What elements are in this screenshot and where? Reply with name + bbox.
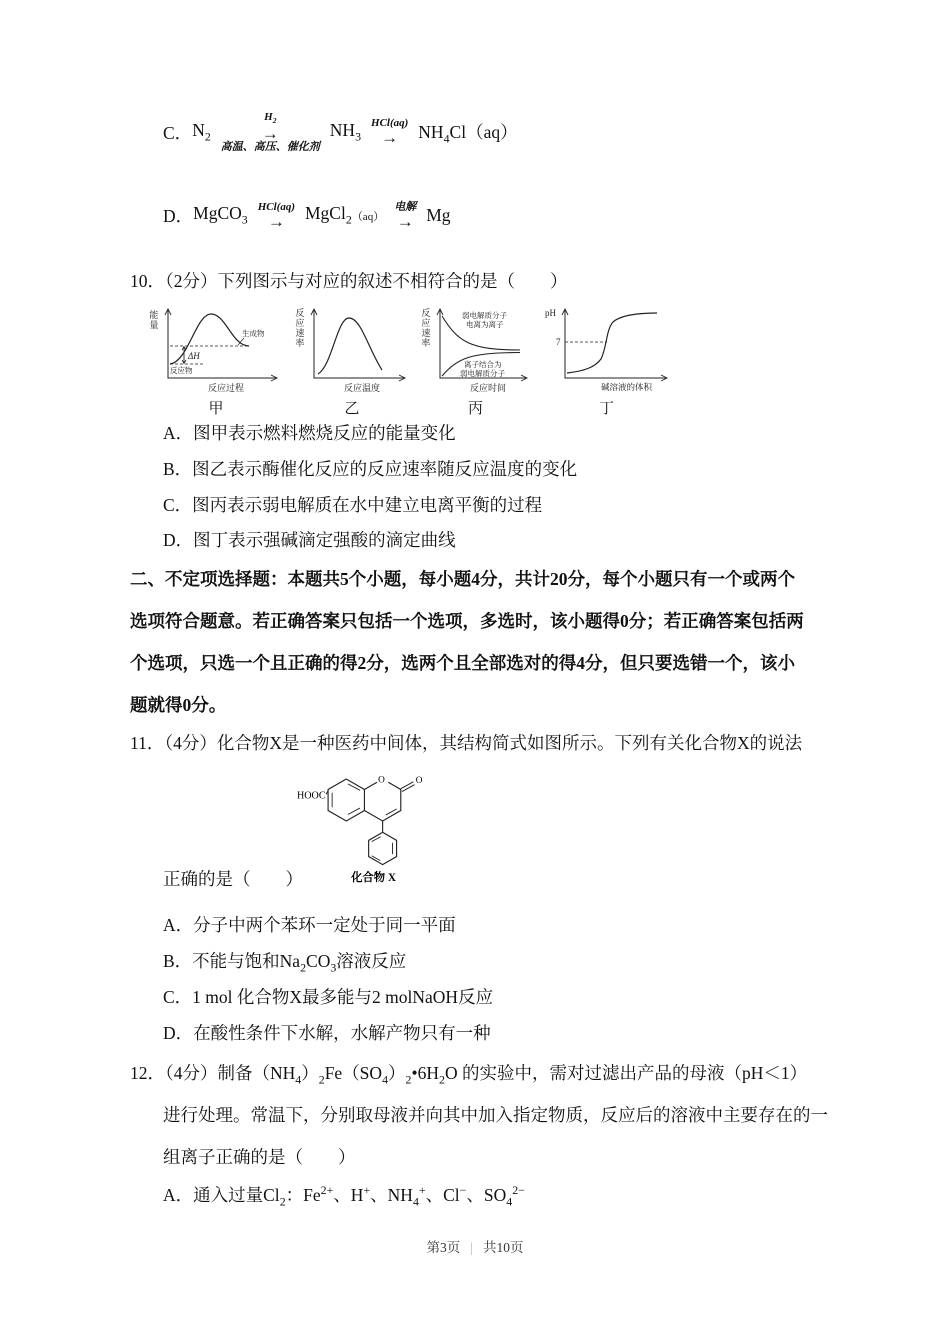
- footer-separator: |: [470, 1240, 473, 1255]
- q10-option-d: D．图丁表示强碱滴定强酸的滴定曲线: [163, 530, 456, 550]
- hooc-group-label: HOOC: [297, 790, 326, 802]
- q12-option-a: A．通入过量$Cl_2$：$Fe^{2+}$、H+、$NH_4^+$、Cl−、$SO_4^{2-}$: [163, 1183, 525, 1209]
- section2-line-4: 题就得0分。: [130, 695, 227, 715]
- q10-option-b: B．图乙表示酶催化反应的反应速率随反应温度的变化: [163, 459, 578, 479]
- chart-jia-product-label: 生成物: [242, 329, 265, 338]
- chart-jia-reactant-label: 反应物: [170, 366, 193, 375]
- reaction-arrow-icon: →: [267, 212, 285, 231]
- q12-stem-line-2: 进行处理。常温下，分别取母液并向其中加入指定物质，反应后的溶液中主要存在的一: [163, 1105, 828, 1125]
- q10-option-c: C．图丙表示弱电解质在水中建立电离平衡的过程: [163, 495, 543, 515]
- ring-oxygen-label: O: [378, 775, 385, 786]
- chart-bing-xlabel: 反应时间: [470, 383, 507, 393]
- rate-temperature-curve-icon: [292, 300, 412, 395]
- q11-option-a: A．分子中两个苯环一定处于同一平面: [163, 915, 456, 935]
- q9-option-c-label: C．: [163, 122, 193, 143]
- section2-line-1: 二、不定项选择题：本题共5个小题，每小题4分，共计20分，每个小题只有一个或两个: [130, 569, 795, 589]
- page-footer: [0, 1236, 950, 1256]
- q9-option-c: [163, 112, 518, 153]
- q9-d-product-mg: Mg: [426, 205, 451, 226]
- q11-option-d: D．在酸性条件下水解，水解产物只有一种: [163, 1023, 491, 1043]
- q12-stem-line-3: 组离子正确的是（ ）: [163, 1147, 356, 1167]
- q9-option-d: [163, 202, 451, 229]
- chart-ding-ylabel: pH: [545, 308, 556, 318]
- q9-c-reactant-n2: $N_2$: [192, 120, 211, 144]
- chart-yi-xlabel: 反应温度: [344, 383, 381, 393]
- chart-ding-ph7-tick: 7: [556, 337, 561, 347]
- q9-c-arrow-1-top: $H_2$: [264, 111, 277, 126]
- compound-x-structure-icon: [296, 758, 466, 884]
- carbonyl-oxygen-label: O: [415, 776, 423, 787]
- compound-x-caption: 化合物 X: [351, 871, 396, 884]
- q9-c-arrow-2: [371, 118, 408, 146]
- chart-bing-top-label-1: 弱电解质分子: [462, 311, 507, 320]
- titration-curve-icon: [539, 300, 674, 395]
- q9-d-arrow-2-top: 电解: [394, 201, 417, 213]
- reaction-arrow-icon: →: [261, 123, 279, 143]
- q9-d-arrow-1-top: HCl(aq): [257, 201, 295, 213]
- energy-diagram-icon: [146, 300, 286, 395]
- chart-bing-ylabel: 反应速率: [420, 308, 431, 348]
- q9-d-intermediate-mgcl2: MgCl$_2$: [305, 203, 352, 227]
- q12-stem-line-1: 12．（4分）制备$(NH_4)_2Fe(SO_4)_2•6H_2O$ 的实验中，需对过滤出产品的母液（pH＜1）: [130, 1063, 808, 1087]
- chart-bing-bottom-label-1: 离子结合为: [464, 360, 502, 369]
- chart-jia: [146, 300, 286, 418]
- chart-yi-ylabel: 反应速率: [294, 308, 305, 348]
- chart-jia-delta-h-label: ΔH: [188, 351, 200, 361]
- q9-d-arrow-2: [394, 202, 416, 229]
- chart-ding-figure: [539, 300, 674, 395]
- q10-option-a: A．图甲表示燃料燃烧反应的能量变化: [163, 423, 456, 443]
- reaction-arrow-icon: →: [396, 212, 414, 231]
- section2-header: [130, 558, 825, 726]
- q9-c-intermediate-nh3: $NH_3$: [329, 120, 362, 144]
- section2-line-2: 选项符合题意。若正确答案只包括一个选项，多选时，该小题得0分；若正确答案包括两: [130, 611, 804, 631]
- q11-option-b: B．不能与饱和$Na_2CO_3$溶液反应: [163, 951, 407, 975]
- q11-option-c: C．1 mol 化合物X最多能与2 molNaOH反应: [163, 987, 494, 1007]
- footer-page-total: 共10页: [482, 1240, 524, 1255]
- q9-c-arrow-1-conditions: 高温、高压、催化剂: [220, 140, 320, 153]
- chart-bing-figure: [418, 300, 533, 395]
- chart-jia-xlabel: 反应过程: [208, 383, 245, 393]
- reaction-arrow-icon: →: [381, 128, 399, 148]
- chart-bing-bottom-label-2: 弱电解质分子: [460, 369, 505, 378]
- chart-ding: [539, 300, 674, 418]
- q9-option-d-label: D．: [163, 206, 194, 227]
- chart-jia-ylabel: 能量: [148, 310, 159, 330]
- q11-structure-figure: [296, 758, 466, 884]
- chart-jia-figure: [146, 300, 286, 395]
- q9-d-reactant-mgco3: MgCO$_3$: [193, 203, 248, 227]
- chart-bing-caption: 丙: [467, 401, 483, 417]
- chart-ding-xlabel: 碱溶液的体积: [601, 382, 653, 392]
- footer-page-number: 第3页: [426, 1240, 461, 1255]
- q11-lead: 正确的是（ ）: [163, 869, 303, 889]
- q9-c-arrow-2-top: HCl(aq): [371, 117, 409, 130]
- q9-d-arrow-1: [258, 202, 295, 229]
- q11-stem: 11．（4分）化合物X是一种医药中间体，其结构简式如图所示。下列有关化合物X的说法: [130, 733, 803, 753]
- chart-bing: [418, 300, 533, 418]
- chart-bing-top-label-2: 电离为离子: [466, 320, 504, 329]
- chart-yi: [292, 300, 412, 418]
- q10-stem: 10．（2分）下列图示与对应的叙述不相符合的是（ ）: [130, 271, 568, 291]
- q9-d-mgcl2-state: （aq）: [351, 210, 385, 223]
- q9-c-arrow-1: [221, 112, 320, 153]
- chart-yi-caption: 乙: [344, 401, 360, 417]
- q9-c-product-nh4cl: $NH_4Cl(aq)$: [418, 121, 518, 146]
- q10-figure-row: [146, 300, 674, 418]
- chart-jia-caption: 甲: [208, 401, 224, 417]
- chart-ding-caption: 丁: [598, 401, 614, 417]
- section2-line-3: 个选项，只选一个且正确的得2分，选两个且全部选对的得4分，但只要选错一个，该小: [130, 653, 795, 673]
- chart-yi-figure: [292, 300, 412, 395]
